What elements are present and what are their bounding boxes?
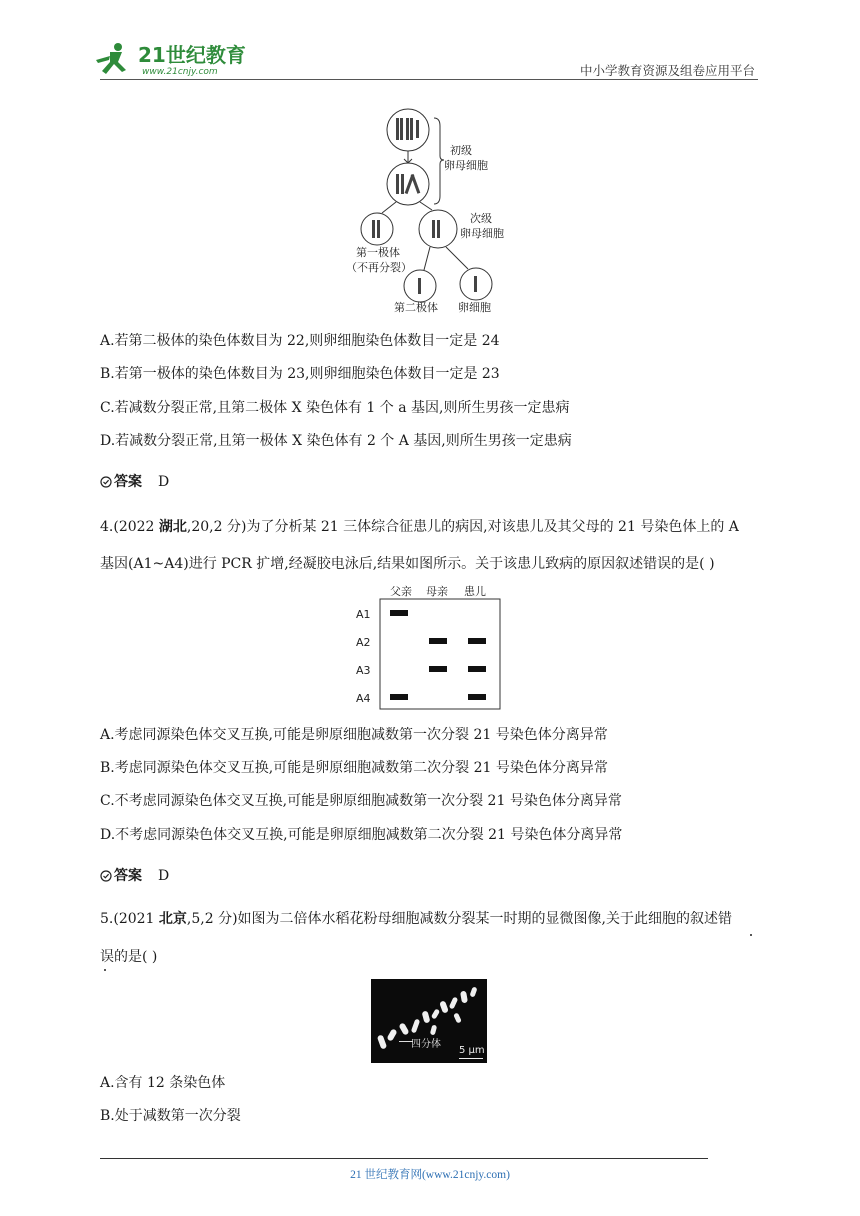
footer-text: 21 世纪教育网(www.21cnjy.com) xyxy=(350,1169,510,1181)
first-polar-body-note: （不再分裂） xyxy=(346,261,412,274)
answer-label: 答案 xyxy=(114,868,142,884)
scale-bar xyxy=(459,1058,483,1059)
header-divider xyxy=(100,79,758,80)
gel-band xyxy=(429,638,447,644)
q5-option-b: B.处于减数第一次分裂 xyxy=(100,1108,241,1124)
gel-row-a3: A3 xyxy=(356,664,371,677)
q3-option-a: A.若第二极体的染色体数目为 22,则卵细胞染色体数目一定是 24 xyxy=(100,333,500,349)
gel-band xyxy=(468,638,486,644)
answer-label: 答案 xyxy=(114,474,142,490)
q4-option-d: D.不考虑同源染色体交叉互换,可能是卵原细胞减数第二次分裂 21 号染色体分离异常 xyxy=(100,827,623,843)
q4-option-c: C.不考虑同源染色体交叉互换,可能是卵原细胞减数第一次分裂 21 号染色体分离异常 xyxy=(100,793,622,809)
q4-stem-line1: 4.(2022 湖北,20,2 分)为了分析某 21 三体综合征患儿的病因,对该患儿及其父母的 21 号染色体上的 A xyxy=(100,519,739,535)
tetrad-label: 四分体 xyxy=(411,1039,441,1050)
q5-stem-line1: 5.(2021 北京,5,2 分)如图为二倍体水稻花粉母细胞减数分裂某一时期的显微图像,关于此细胞的叙述错 xyxy=(100,911,732,927)
egg-cell-label: 卵细胞 xyxy=(458,301,491,314)
q4-stem-line2: 基因(A1~A4)进行 PCR 扩增,经凝胶电泳后,结果如图所示。关于该患儿致病的原因叙述错误的是( ) xyxy=(100,556,715,572)
q3-option-d: D.若减数分裂正常,且第一极体 X 染色体有 2 个 A 基因,则所生男孩一定患病 xyxy=(100,433,572,449)
gel-row-a4: A4 xyxy=(356,692,371,705)
footer-divider xyxy=(100,1158,708,1159)
emphasis-dot xyxy=(104,969,106,971)
gel-col-child: 患儿 xyxy=(464,585,486,598)
gel-row-a1: A1 xyxy=(356,608,371,621)
gel-band xyxy=(468,666,486,672)
q4-option-b: B.考虑同源染色体交叉互换,可能是卵原细胞减数第二次分裂 21 号染色体分离异常 xyxy=(100,760,608,776)
q5-stem-line2: 误的是( ) xyxy=(100,949,158,965)
answer-value: D xyxy=(158,474,170,490)
answer-value: D xyxy=(158,868,170,884)
gel-electrophoresis-figure xyxy=(352,583,512,711)
q4-source: 湖北 xyxy=(158,519,187,535)
first-polar-body-label: 第一极体 xyxy=(356,246,400,259)
gel-col-mother: 母亲 xyxy=(426,585,448,598)
q4-answer xyxy=(100,866,169,888)
q5-source: 北京 xyxy=(158,911,187,927)
gel-band xyxy=(429,666,447,672)
q3-answer xyxy=(100,472,169,494)
header-tagline: 中小学教育资源及组卷应用平台 xyxy=(579,63,755,78)
check-circle-icon xyxy=(100,868,112,888)
secondary-oocyte-label-2: 卵母细胞 xyxy=(460,227,504,240)
gel-band xyxy=(390,610,408,616)
emphasis-dot xyxy=(750,934,752,936)
meiosis-diagram xyxy=(330,106,530,316)
micrograph-image xyxy=(371,979,487,1063)
q5-option-a: A.含有 12 条染色体 xyxy=(100,1075,226,1091)
second-polar-body-label: 第二极体 xyxy=(394,301,438,314)
gel-row-a2: A2 xyxy=(356,636,371,649)
logo-url-text: www.21cnjy.com xyxy=(142,67,218,77)
gel-col-father: 父亲 xyxy=(390,585,412,598)
q3-option-c: C.若减数分裂正常,且第二极体 X 染色体有 1 个 a 基因,则所生男孩一定患病 xyxy=(100,400,570,416)
site-logo xyxy=(92,40,262,78)
q4-option-a: A.考虑同源染色体交叉互换,可能是卵原细胞减数第一次分裂 21 号染色体分离异常 xyxy=(100,727,608,743)
logo-text: 21世纪教育 xyxy=(138,43,246,67)
primary-oocyte-label-1: 初级 xyxy=(450,144,472,157)
secondary-oocyte-label-1: 次级 xyxy=(470,212,492,225)
primary-oocyte-label-2: 卵母细胞 xyxy=(444,159,488,172)
gel-band xyxy=(390,694,408,700)
gel-band xyxy=(468,694,486,700)
q3-option-b: B.若第一极体的染色体数目为 23,则卵细胞染色体数目一定是 23 xyxy=(100,366,500,382)
check-circle-icon xyxy=(100,474,112,494)
scale-bar-label: 5 μm xyxy=(459,1045,485,1056)
